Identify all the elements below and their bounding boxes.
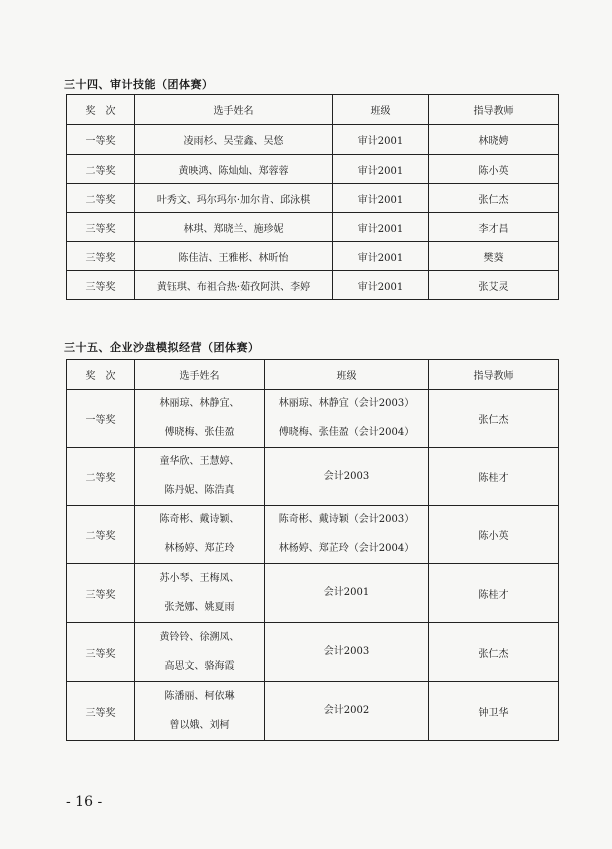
names-line: 陈丹妮、陈浩真 (164, 485, 235, 496)
names-line: 童华欣、王慧婷、 (159, 456, 240, 467)
teacher-cell: 陈小英 (429, 155, 559, 184)
award-cell: 三等奖 (67, 271, 135, 300)
class-cell: 审计2001 (333, 242, 429, 271)
teacher-cell: 林晓娉 (429, 125, 559, 155)
names-cell: 黄映鸿、陈灿灿、郑蓉蓉 (135, 155, 333, 184)
names-cell: 陈佳洁、王雅彬、林昕怡 (135, 242, 333, 271)
table-row (67, 682, 559, 741)
names-cell (135, 448, 265, 506)
class-line: 傅晓梅、张佳盈（会计2004） (278, 427, 415, 438)
names-line: 苏小琴、王梅凤、 (159, 572, 240, 584)
class-cell: 审计2001 (333, 184, 429, 213)
teacher-cell: 张仁杰 (429, 184, 559, 213)
header-award: 奖 次 (67, 360, 135, 390)
class-cell (265, 390, 429, 448)
names-line: 林丽琼、林静宜、 (159, 398, 240, 409)
section-35-table (66, 359, 559, 741)
names-line: 曾以娥、刘柯 (169, 719, 230, 731)
names-cell: 林琪、郑晓兰、施珍妮 (135, 213, 333, 242)
names-cell (135, 506, 265, 564)
teacher-cell: 张仁杰 (429, 623, 559, 682)
class-line: 陈奇彬、戴诗颖（会计2003） (278, 514, 415, 525)
teacher-cell: 陈小英 (429, 506, 559, 564)
award-cell: 一等奖 (67, 390, 135, 448)
table-row (67, 623, 559, 682)
table-header-row (67, 95, 559, 125)
table-row (67, 448, 559, 506)
names-cell (135, 682, 265, 741)
teacher-cell: 陈桂才 (429, 564, 559, 623)
names-line: 陈奇彬、戴诗颖、 (159, 514, 240, 525)
header-class: 班级 (333, 95, 429, 125)
teacher-cell: 钟卫华 (429, 682, 559, 741)
class-cell (265, 623, 429, 682)
class-line: 会计2003 (323, 646, 370, 657)
names-cell (135, 390, 265, 448)
teacher-cell: 张艾灵 (429, 271, 559, 300)
class-line: 林丽琼、林静宜（会计2003） (278, 398, 415, 409)
class-cell: 审计2001 (333, 213, 429, 242)
names-cell: 叶秀文、玛尔玛尔·加尔肯、邱泳棋 (135, 184, 333, 213)
header-names: 选手姓名 (135, 360, 265, 390)
teacher-cell: 樊葵 (429, 242, 559, 271)
award-cell: 三等奖 (67, 682, 135, 741)
class-cell (265, 506, 429, 564)
table-row (67, 242, 559, 271)
header-teacher: 指导教师 (429, 95, 559, 125)
header-names: 选手姓名 (135, 95, 333, 125)
table-row (67, 390, 559, 448)
award-cell: 三等奖 (67, 242, 135, 271)
teacher-cell: 李才昌 (429, 213, 559, 242)
table-row (67, 271, 559, 300)
class-cell: 审计2001 (333, 271, 429, 300)
award-cell: 二等奖 (67, 448, 135, 506)
class-line: 会计2002 (323, 705, 370, 716)
class-cell: 审计2001 (333, 125, 429, 155)
names-line: 林杨婷、郑芷玲 (164, 543, 235, 554)
table-row (67, 213, 559, 242)
table-header-row (67, 360, 559, 390)
class-cell: 审计2001 (333, 155, 429, 184)
names-line: 陈潘丽、柯依琳 (164, 690, 235, 702)
table-row (67, 184, 559, 213)
section-35-title: 三十五、企业沙盘模拟经营（团体赛） (64, 341, 260, 354)
award-cell: 三等奖 (67, 564, 135, 623)
table-row (67, 125, 559, 155)
names-cell (135, 564, 265, 623)
page-number: - 16 - (66, 794, 103, 810)
names-line: 高思文、骆海霞 (164, 660, 235, 672)
names-cell (135, 623, 265, 682)
table-row (67, 564, 559, 623)
names-line: 傅晓梅、张佳盈 (164, 427, 235, 438)
award-cell: 二等奖 (67, 155, 135, 184)
names-cell: 黄钰琪、布祖合热·茹孜阿洪、李婷 (135, 271, 333, 300)
class-cell (265, 564, 429, 623)
names-line: 黄铃铃、徐溯凤、 (159, 631, 240, 643)
award-cell: 二等奖 (67, 184, 135, 213)
award-cell: 三等奖 (67, 623, 135, 682)
award-cell: 三等奖 (67, 213, 135, 242)
names-cell: 凌雨杉、吴莹鑫、吴悠 (135, 125, 333, 155)
award-cell: 一等奖 (67, 125, 135, 155)
section-34-table (66, 94, 559, 300)
teacher-cell: 张仁杰 (429, 390, 559, 448)
award-cell: 二等奖 (67, 506, 135, 564)
section-34-title: 三十四、审计技能（团体赛） (64, 78, 214, 91)
header-award: 奖 次 (67, 95, 135, 125)
header-class: 班级 (265, 360, 429, 390)
class-line: 会计2001 (323, 587, 370, 598)
names-line: 张尧娜、姚夏雨 (164, 601, 235, 613)
table-row (67, 506, 559, 564)
header-teacher: 指导教师 (429, 360, 559, 390)
class-cell (265, 448, 429, 506)
table-row (67, 155, 559, 184)
class-line: 会计2003 (323, 470, 370, 482)
teacher-cell: 陈桂才 (429, 448, 559, 506)
class-cell (265, 682, 429, 741)
class-line: 林杨婷、郑芷玲（会计2004） (278, 543, 415, 554)
